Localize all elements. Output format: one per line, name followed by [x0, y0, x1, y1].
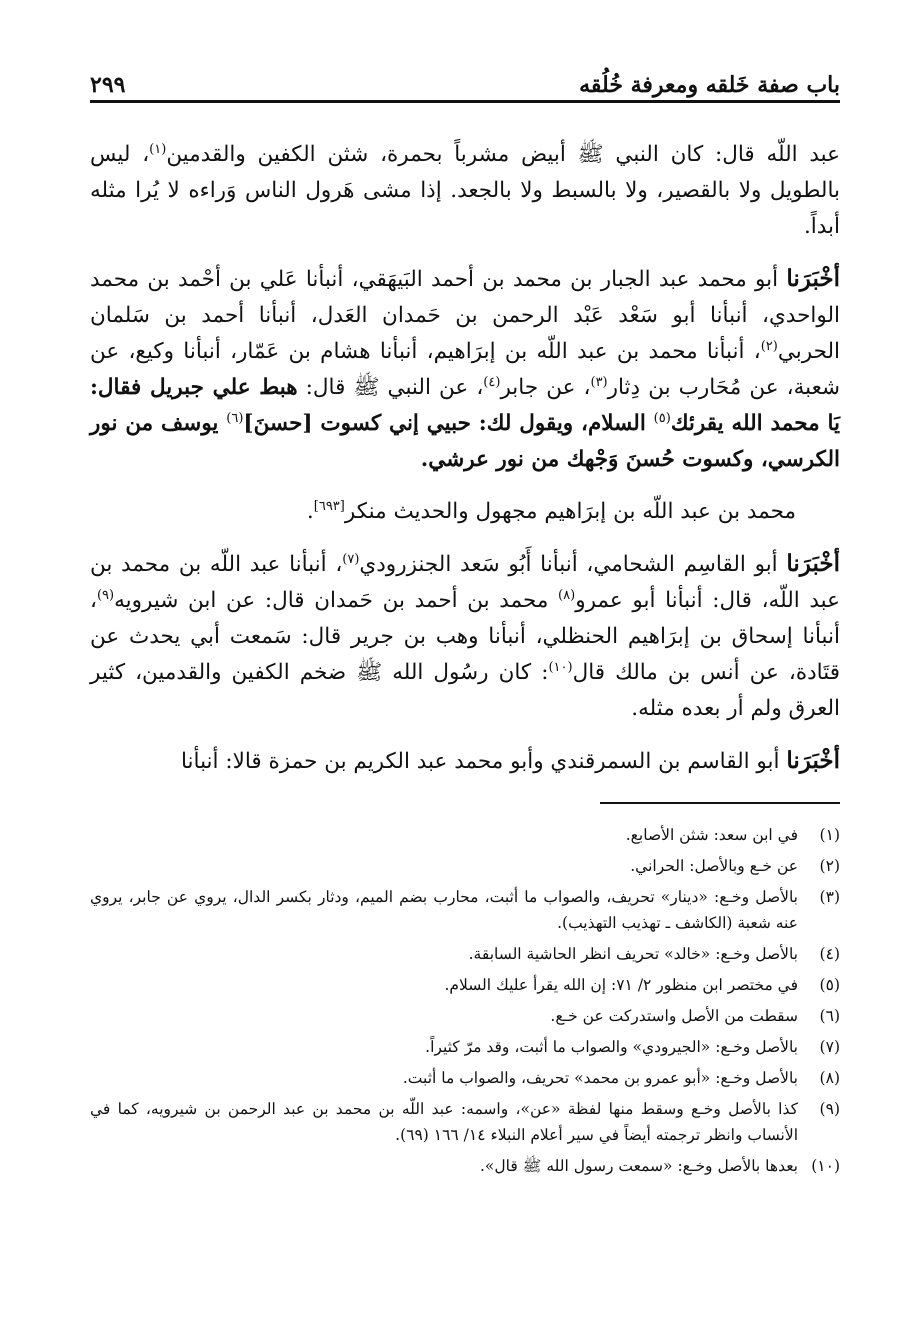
paragraph-text: ، عن النبي ﷺ قال:: [297, 375, 484, 400]
footnote-separator: [600, 802, 840, 804]
footnote-item: [90, 1065, 840, 1091]
paragraph-3: [90, 494, 840, 530]
paragraph-2: [90, 261, 840, 478]
paragraph-4: [90, 546, 840, 727]
footnote-number: (٣): [819, 888, 840, 906]
footnote-ref: (٨): [558, 587, 576, 603]
footnote-item: [90, 884, 840, 936]
paragraph-1: [90, 137, 840, 245]
footnote-number: (٥): [819, 976, 840, 994]
footnote-text: عن خـع وبالأصل: الحراني.: [630, 857, 798, 875]
paragraph-text: عبد اللّه قال: كان النبي ﷺ أبيض مشرباً بحمرة، شثن الكفين والقدمين: [166, 142, 840, 167]
chapter-title: باب صفة خَلقه ومعرفة خُلُقه: [579, 72, 840, 98]
footnote-ref: (٤): [483, 374, 501, 390]
hadith-text: هبط علي جبريل فقال: يَا محمد الله يقرئك: [90, 375, 840, 436]
hadith-text: يوسف من نور الكرسي، وكسوت حُسنَ وَجْهك من نور عرشي.: [90, 411, 840, 472]
akhbarana-lead: أخْبَرَنا: [786, 550, 841, 577]
footnote-item: [90, 941, 840, 967]
footnote-text: بعدها بالأصل وخـع: «سمعت رسول الله ﷺ قال».: [479, 1157, 798, 1175]
footnote-number: (٧): [819, 1038, 840, 1056]
footnote-ref: (٩): [96, 587, 115, 603]
paragraph-text: : كان رسُول الله ﷺ ضخم الكفين والقدمين، كثير العرق ولم أر بعده مثله.: [90, 660, 840, 721]
footnote-number: (١): [819, 826, 840, 844]
footnote-ref: (٣): [590, 374, 608, 390]
footnote-item: [90, 972, 840, 998]
footnotes: [90, 822, 840, 1179]
paragraph-text: محمد بن عبد اللّه بن إبرَاهيم مجهول والحديث منكر: [344, 499, 796, 524]
footnote-ref: (١٠): [548, 659, 573, 675]
akhbarana-lead: أخْبَرَنا: [786, 747, 840, 774]
footnote-number: (١٠): [811, 1157, 840, 1175]
footnote-ref: (٥): [653, 410, 671, 426]
footnote-number: (٨): [819, 1069, 840, 1087]
page-number: ٢٩٩: [90, 72, 126, 98]
footnote-ref: (٦): [226, 410, 244, 426]
footnote-text: بالأصل وخـع: «دينار» تحريف، والصواب ما أثبت، محارب بضم الميم، ودثار بكسر الدال، يروي عن جابر، يروي عنه شعبة (الكاشف ـ تهذيب التهذيب).: [90, 888, 798, 932]
paragraph-text: محمد بن أحمد بن حَمدان قال: عن ابن شيرويه: [114, 588, 559, 613]
hadith-text: السلام، ويقول لك: حبيي إني كسوت [حسنَ]: [243, 411, 654, 436]
paragraph-text: ، أنبأنا عبد اللّه بن محمد بن عبد اللّه، قال: أنبأنا أبو عمرو: [90, 552, 840, 613]
book-page: [90, 58, 840, 1184]
footnote-ref: (٧): [342, 551, 360, 567]
paragraph-text: .: [306, 499, 314, 524]
footnote-text: بالأصل وخـع: «خالد» تحريف انظر الحاشية السابقة.: [468, 945, 798, 963]
paragraph-5: [90, 743, 840, 780]
footnote-item: [90, 853, 840, 879]
footnote-number: (٢): [819, 857, 840, 875]
paragraph-text: ، عن جابر: [500, 375, 591, 400]
footnote-item: [90, 1096, 840, 1148]
footnote-item: [90, 1034, 840, 1060]
footnote-text: بالأصل وخـع: «الجيرودي» والصواب ما أثبت، وقد مرّ كثيراً.: [425, 1038, 798, 1056]
footnote-text: في ابن سعد: شثن الأصابع.: [625, 826, 798, 844]
footnote-number: (٩): [819, 1100, 840, 1118]
paragraph-text: أبو محمد عبد الجبار بن محمد بن أحمد البَيهَقي، أنبأنا عَلي بن أحْمد بن محمد الواحدي، أنبأنا أبو سَعْد عَبْد الرحمن بن حَمدان العَدل، أنبأنا أحمد بن سَلمان الحربي: [90, 267, 840, 364]
paragraph-text: أبو القاسِم الشحامي، أنبأنا أَبُو سَعد الجنزرودي: [359, 552, 787, 577]
akhbarana-lead: أخْبَرَنا: [786, 265, 840, 292]
footnote-text: سقطت من الأصل واستدركت عن خـع.: [550, 1007, 798, 1025]
footnote-text: في مختصر ابن منظور ٢/ ٧١: إن الله يقرأ عليك السلام.: [444, 976, 798, 994]
paragraph-text: ، أنبأنا إسحاق بن إبرَاهيم الحنظلي، أنبأنا وهب بن جرير قال: سَمعت أبي يحدث عن قتَادة، عن أنس بن مالك قال: [90, 588, 840, 685]
paragraph-text: ، ليس بالطويل ولا بالقصير، ولا بالسبط ولا بالجعد. إذا مشى هَرول الناس وَراءه لا يُرا مثله أبداً.: [90, 142, 840, 239]
footnote-number: (٦): [819, 1007, 840, 1025]
footnote-text: بالأصل وخـع: «أبو عمرو بن محمد» تحريف، والصواب ما أثبت.: [402, 1069, 798, 1087]
footnote-item: [90, 1003, 840, 1029]
hadith-number: [٦٩٣]: [313, 498, 345, 514]
footnote-ref: (١): [149, 141, 167, 157]
footnote-ref: (٢): [760, 338, 778, 354]
footnote-text: كذا بالأصل وخـع وسقط منها لفظة «عن»، واسمه: عبد اللّه بن محمد بن عبد الرحمن بن شيرويه، كما في الأنساب وانظر ترجمته أيضاً في سير أعلام النبلاء ١٤/ ١٦٦ (٦٩).: [90, 1100, 798, 1144]
main-text: [90, 137, 840, 780]
running-header: [90, 58, 840, 103]
footnote-item: [90, 822, 840, 848]
paragraph-text: ، أنبأنا محمد بن عبد اللّه بن إبرَاهيم، أنبأنا هشام بن عَمّار، أنبأنا وكيع، عن شعبة، عن مُحَارب بن دِثار: [90, 339, 840, 400]
footnote-item: [90, 1153, 840, 1179]
footnote-number: (٤): [819, 945, 840, 963]
paragraph-text: أبو القاسم بن السمرقندي وأبو محمد عبد الكريم بن حمزة قالا: أنبأنا: [180, 749, 787, 774]
